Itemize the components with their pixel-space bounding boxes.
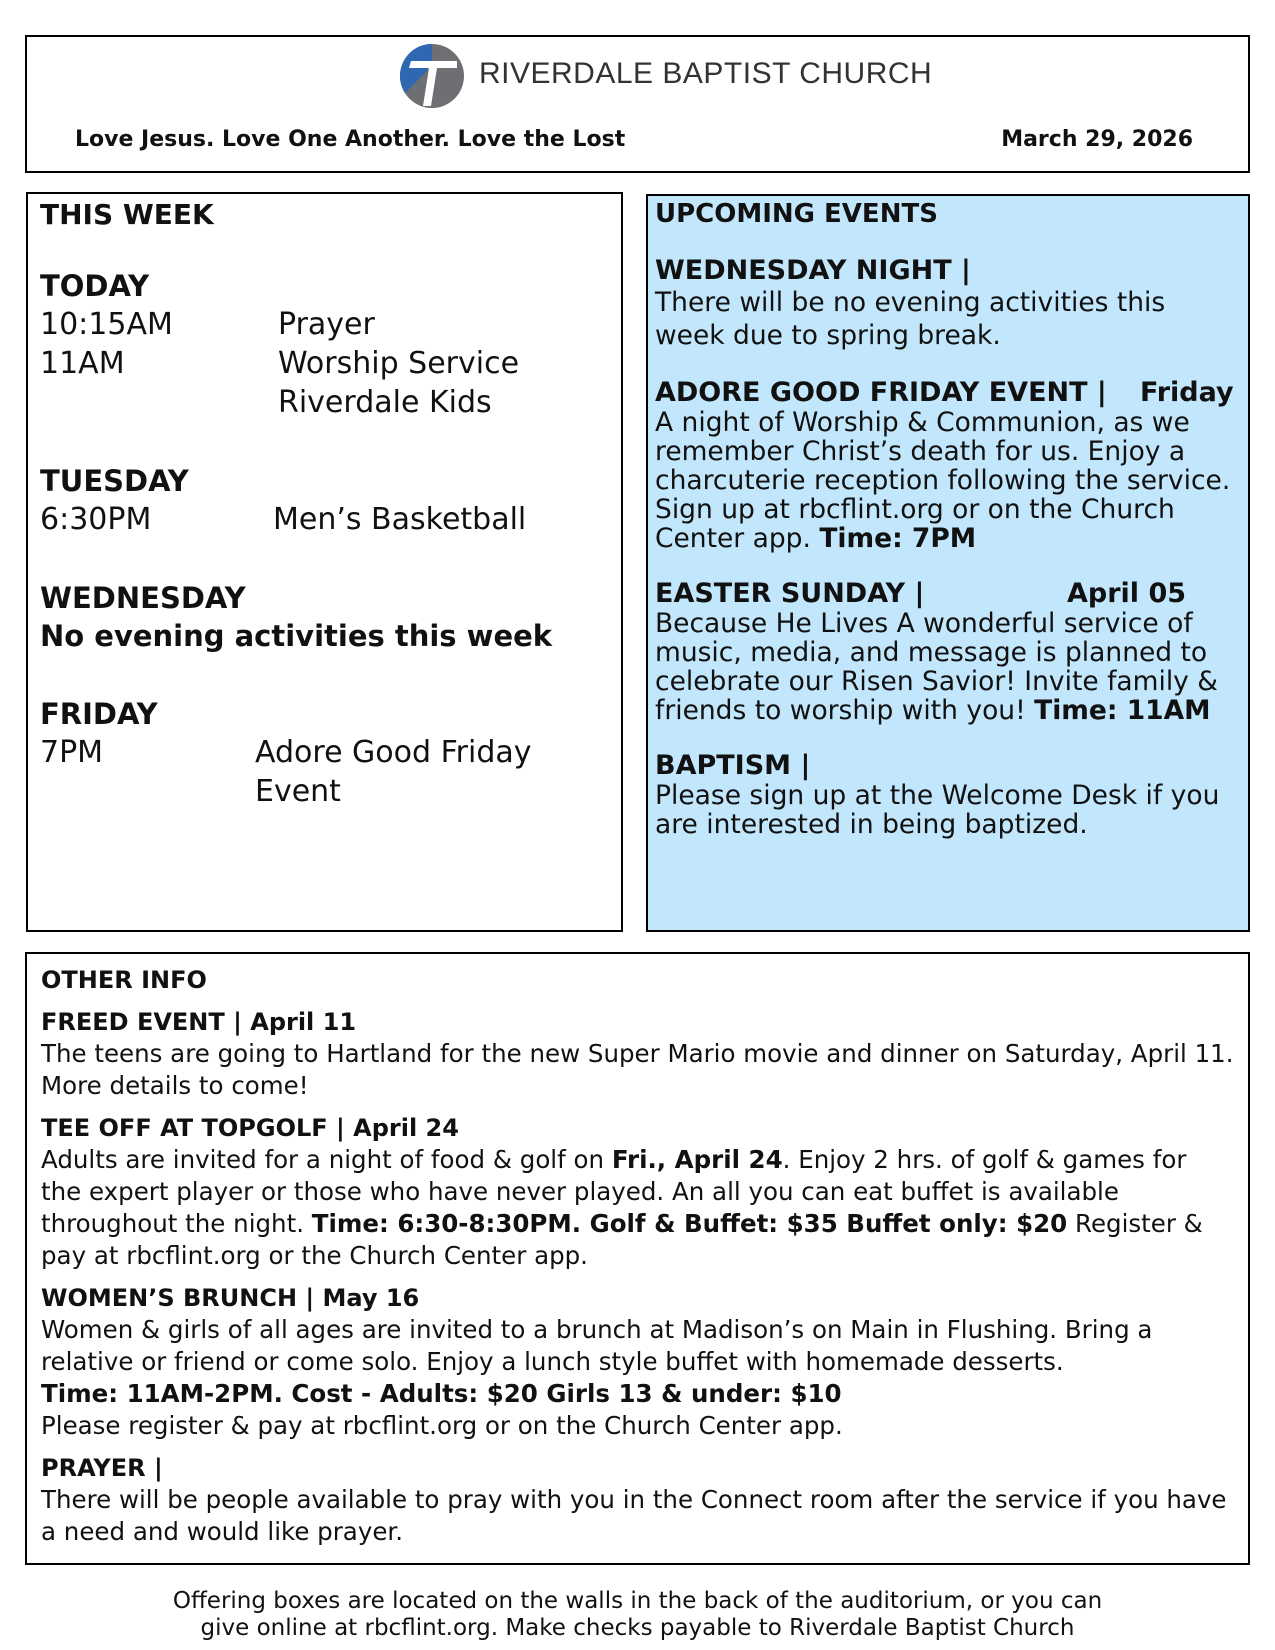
- event-heading: [655, 751, 1241, 781]
- event-title: BAPTISM |: [655, 750, 811, 781]
- schedule-event: Men’s Basketball: [273, 502, 527, 537]
- brunch-register: Please register & pay at rbcflint.org or on the Church Center app.: [41, 1411, 843, 1440]
- schedule-row: [40, 500, 609, 539]
- event-body: There will be no evening activities this week due to spring break.: [655, 287, 1166, 351]
- event-time: Time: 11AM: [1034, 695, 1211, 726]
- schedule-event: Adore Good Friday Event: [255, 735, 532, 809]
- event-heading: [655, 378, 1241, 408]
- topgolf-body: [41, 1144, 1234, 1272]
- schedule-row: [40, 305, 609, 344]
- schedule-time: 6:30PM: [40, 502, 152, 537]
- day-today: TODAY: [40, 269, 150, 303]
- offering-footer: [0, 1588, 1275, 1642]
- brunch-heading: WOMEN’S BRUNCH | May 16: [41, 1284, 420, 1312]
- bulletin-header: [25, 35, 1250, 173]
- event-title: ADORE GOOD FRIDAY EVENT |: [655, 377, 1107, 408]
- event-time: Time: 7PM: [819, 523, 977, 554]
- brunch-body: Women & girls of all ages are invited to a brunch at Madison’s on Main in Flushing. Bring a relative or friend or come solo. Enjoy a lunch style buffet with homemade desserts.: [41, 1315, 1153, 1376]
- event-heading: [655, 579, 1241, 609]
- event-title: WEDNESDAY NIGHT |: [655, 255, 971, 286]
- schedule-row: [40, 344, 609, 383]
- footer-line-2: give online at rbcflint.org. Make checks payable to Riverdale Baptist Church: [200, 1615, 1075, 1641]
- event-body: Please sign up at the Welcome Desk if you are interested in being baptized.: [655, 780, 1220, 840]
- bulletin-date: March 29, 2026: [1001, 127, 1193, 152]
- upcoming-title: UPCOMING EVENTS: [655, 199, 938, 229]
- freed-body: The teens are going to Hartland for the new Super Mario movie and dinner on Saturday, April 11. More details to come!: [41, 1039, 1234, 1100]
- footer-line-1: Offering boxes are located on the walls in the back of the auditorium, or you can: [172, 1588, 1103, 1614]
- this-week-title: THIS WEEK: [40, 198, 214, 231]
- brunch-time-cost: Time: 11AM-2PM. Cost - Adults: $20 Girls 13 & under: $10: [41, 1379, 842, 1408]
- schedule-row: [40, 383, 609, 422]
- event-date: Friday: [1140, 377, 1234, 408]
- event-heading: [655, 256, 1241, 286]
- event-description: A night of Worship & Communion, as we remember Christ’s death for us. Enjoy a charcuterie reception following the service. Sign up at rbcflint.org or on the Church Center app.: [655, 407, 1231, 554]
- schedule-event: Worship Service: [278, 346, 520, 381]
- wednesday-note: No evening activities this week: [40, 619, 553, 653]
- topgolf-pricing: Time: 6:30-8:30PM. Golf & Buffet: $35 Buffet only: $20: [311, 1209, 1068, 1238]
- topgolf-text: Adults are invited for a night of food & golf on: [41, 1145, 612, 1174]
- upcoming-events-panel: [646, 194, 1250, 932]
- topgolf-text: Register & pay at rbcflint.org or the Church Center app.: [41, 1209, 1203, 1270]
- schedule-time: 11AM: [40, 346, 125, 381]
- tagline: Love Jesus. Love One Another. Love the Lost: [75, 127, 626, 152]
- schedule-time: 7PM: [40, 735, 104, 770]
- schedule-time: 10:15AM: [40, 307, 173, 342]
- schedule-event: Prayer: [278, 307, 375, 342]
- church-name: RIVERDALE BAPTIST CHURCH: [479, 57, 933, 90]
- schedule-row: [40, 733, 609, 813]
- event-date: April 05: [1067, 578, 1187, 609]
- topgolf-date: Fri., April 24: [611, 1145, 783, 1174]
- this-week-panel: [26, 192, 623, 932]
- church-logo-icon: [397, 41, 467, 109]
- event-description: Because He Lives A wonderful service of music, media, and message is planned to celebrate our Risen Savior! Invite family & friends to worship with you!: [655, 608, 1218, 726]
- event-body: [655, 609, 1241, 725]
- brunch-pricing: [41, 1378, 1234, 1410]
- freed-heading: FREED EVENT | April 11: [41, 1008, 357, 1036]
- prayer-heading: PRAYER |: [41, 1454, 163, 1482]
- topgolf-heading: TEE OFF AT TOPGOLF | April 24: [41, 1114, 459, 1142]
- day-tuesday: TUESDAY: [40, 464, 189, 498]
- other-info-title: OTHER INFO: [41, 966, 207, 994]
- topgolf-text: . Enjoy 2 hrs. of golf & games for the expert player or those who have never played. An all you can eat buffet is available throughout the night.: [41, 1145, 1187, 1238]
- other-info-panel: [25, 952, 1250, 1565]
- day-friday: FRIDAY: [40, 697, 158, 731]
- day-wednesday: WEDNESDAY: [40, 581, 246, 615]
- prayer-body: There will be people available to pray with you in the Connect room after the service if you have a need and would like prayer.: [41, 1485, 1227, 1546]
- schedule-event: Riverdale Kids: [278, 385, 492, 420]
- event-body: [655, 408, 1241, 553]
- event-title: EASTER SUNDAY |: [655, 578, 925, 609]
